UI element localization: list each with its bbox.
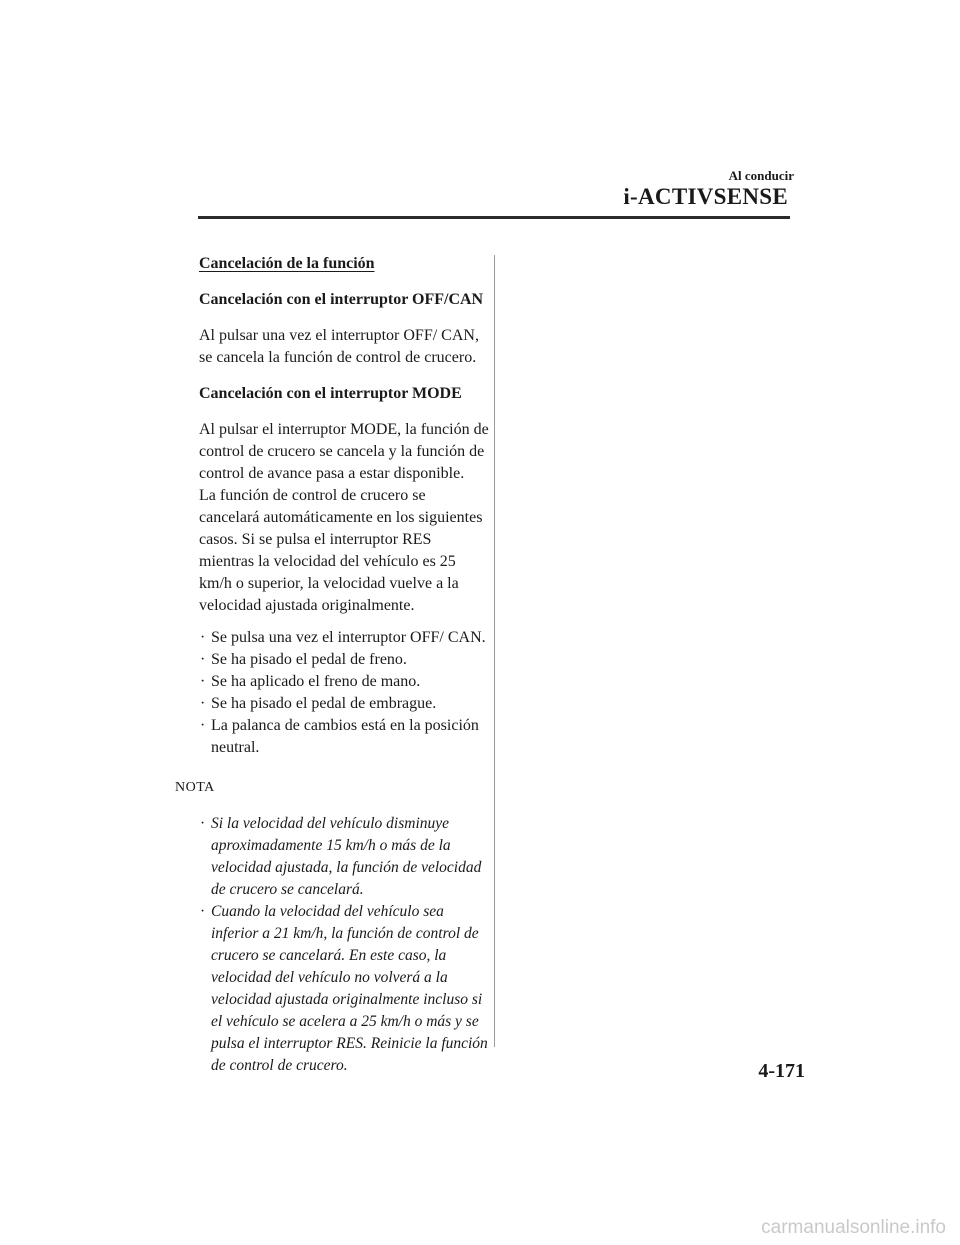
column-divider [494,255,495,1047]
bullet-marker: · [200,651,206,668]
list-item [199,715,489,759]
section-heading-text: Cancelación de la función [199,255,375,272]
bullet-marker: · [200,717,206,734]
header-section-label: Al conducir [728,168,794,183]
list-item [199,649,489,671]
list-item [199,627,489,649]
page-number: 4-171 [758,1060,805,1082]
list-item-text: Se pulsa una vez el interruptor OFF/ CAN. [211,629,486,646]
list-item-text: La palanca de cambios está en la posición neutral. [211,717,479,756]
notes-list [199,813,489,1077]
header-title: i-ACTIVSENSE [623,184,788,209]
paragraph-offcan: Al pulsar una vez el interruptor OFF/ CAN, se cancela la función de control de crucero. [199,327,479,366]
bullet-marker: · [200,815,206,832]
bullet-marker: · [200,673,206,690]
note-text: Cuando la velocidad del vehículo sea inferior a 21 km/h, la función de control de crucero se cancelará. En este caso, la velocidad del vehículo no volverá a la velocidad ajustada originalmente incluso si el vehículo se acelera a 25 km/h o más y se pulsa el interruptor RES. Reinicie la función de control de crucero. [211,903,488,1074]
watermark: carmanualsonline.info [761,1217,946,1238]
paragraph-mode: Al pulsar el interruptor MODE, la función de control de crucero se cancela y la función de control de avance pasa a estar disponible. [199,421,489,482]
header-rule [198,216,790,219]
list-item [199,693,489,715]
bullet-marker: · [200,629,206,646]
subheading-mode: Cancelación con el interruptor MODE [199,385,462,402]
nota-label: NOTA [175,780,215,795]
bullet-marker: · [200,903,206,920]
subheading-offcan: Cancelación con el interruptor OFF/CAN [199,291,484,308]
list-item-text: Se ha aplicado el freno de mano. [211,673,421,690]
cancel-conditions-list [199,627,489,759]
note-item [199,901,489,1077]
section-heading [199,253,489,275]
paragraph-auto-cancel: La función de control de crucero se cancelará automáticamente en los siguientes casos. Si se pulsa el interruptor RES mientras la velocidad del vehículo es 25 km/h o superior, la velocidad vuelve a la velocidad ajustada originalmente. [199,487,483,614]
bullet-marker: · [200,695,206,712]
note-item [199,813,489,901]
main-column [175,253,489,1077]
list-item-text: Se ha pisado el pedal de freno. [211,651,407,668]
list-item-text: Se ha pisado el pedal de embrague. [211,695,437,712]
list-item [199,671,489,693]
note-text: Si la velocidad del vehículo disminuye aproximadamente 15 km/h o más de la velocidad ajustada, la función de velocidad de crucero se cancelará. [211,815,482,898]
